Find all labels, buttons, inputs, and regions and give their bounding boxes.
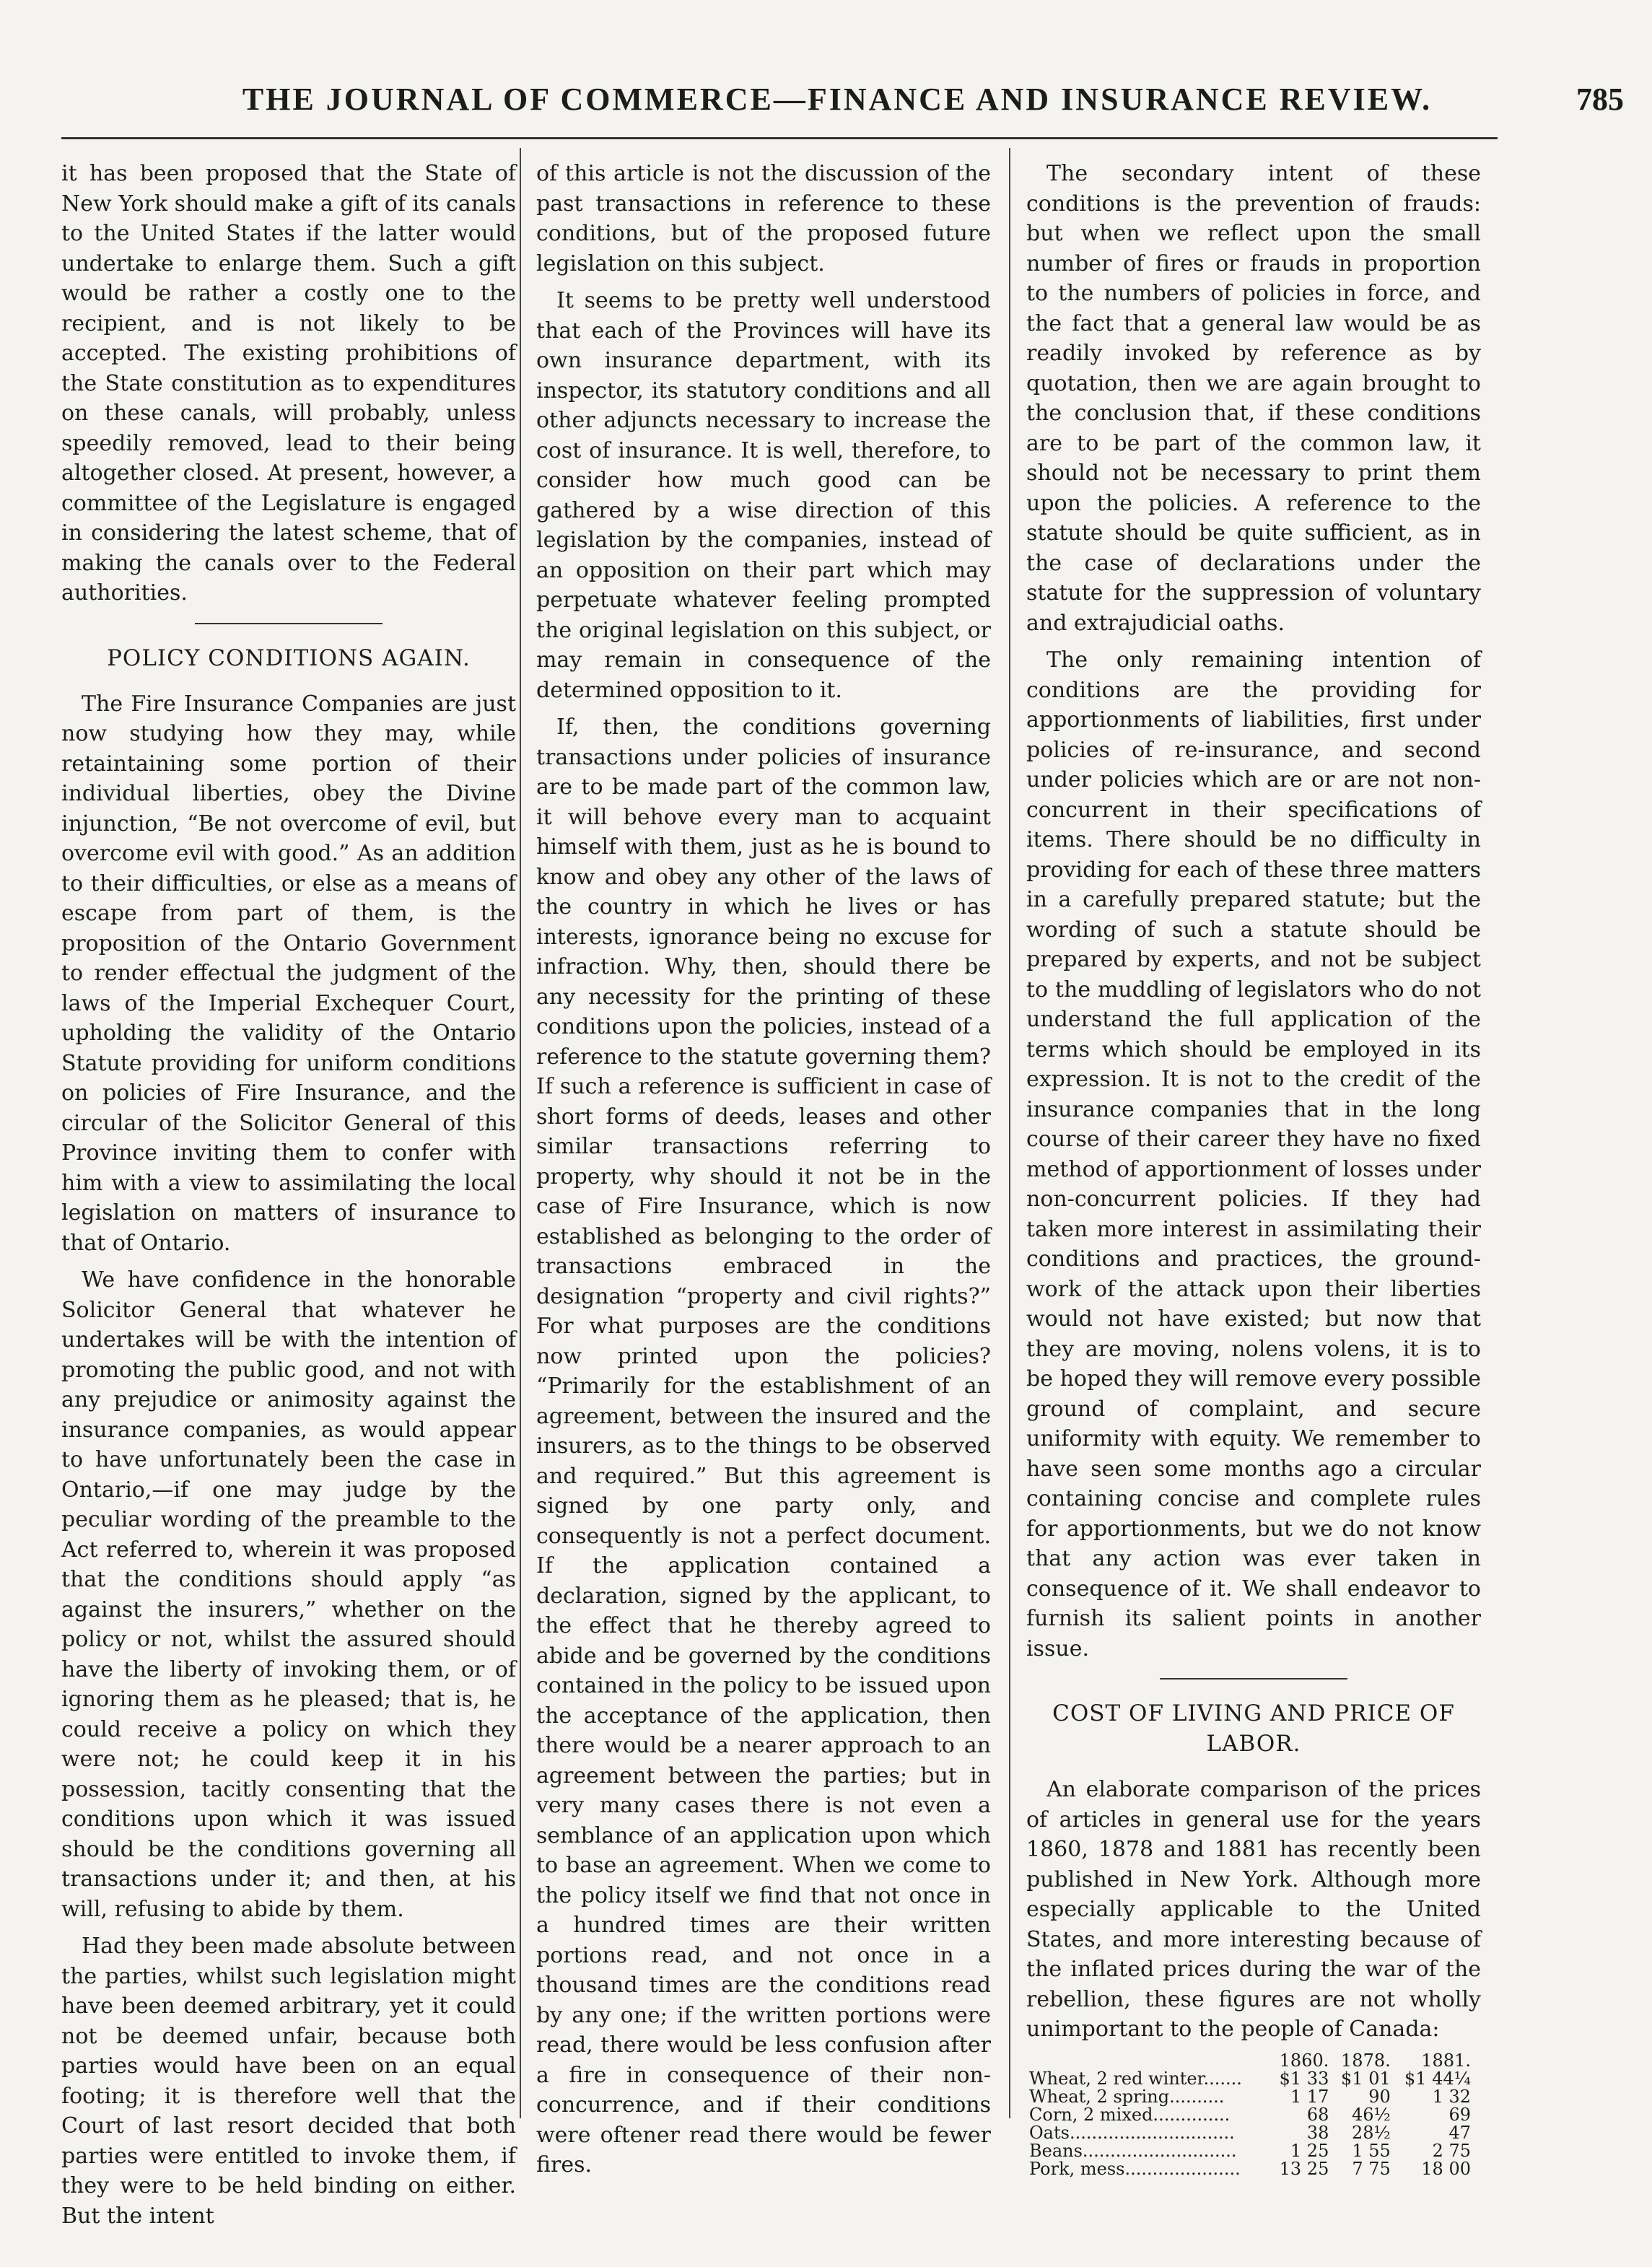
- column-3: [1026, 159, 1481, 2178]
- paragraph: The Fire Insurance Companies are just now studying how they may, while retaintaining some portion of their individual liberties, obey the Divine injunction, “Be not overcome of evil, but overcome evil with good.” As an addition to their difficulties, or else as a means of escape from part of them, is the proposition of the Ontario Government to render effectual the judgment of the laws of the Imperial Exchequer Court, upholding the validity of the Ontario Statute providing for uniform conditions on policies of Fire Insurance, and the circular of the Solicitor General of this Province inviting them to confer with him with a view to assimilating the local legislation on matters of insurance to that of Ontario.: [61, 691, 516, 1256]
- price-1881: 47: [1448, 2122, 1471, 2143]
- price-1878: $1 01: [1341, 2068, 1391, 2089]
- paragraph: The secondary intent of these conditions is the prevention of frauds: but when we reflect upon the small number of fires or frauds in proportion to the numbers of policies in force, and the fact that a general law would be as readily invoked by reference as by quotation, then we are again brought to the conclusion that, if these conditions are to be part of the common law, it should not be necessary to print them upon the policies. A reference to the statute should be quite sufficient, as in the case of declarations under the statute for the suppression of voluntary and extrajudicial oaths.: [1026, 161, 1481, 636]
- price-1860: 1 17: [1290, 2086, 1329, 2107]
- section-divider: [1160, 1678, 1347, 1679]
- price-1860: 68: [1306, 2104, 1329, 2125]
- price-1878: 1 55: [1352, 2140, 1391, 2161]
- item-name: Wheat, 2 spring..........: [1029, 2086, 1225, 2107]
- item-name: Corn, 2 mixed..............: [1029, 2104, 1231, 2125]
- column-2: [536, 159, 991, 2188]
- column-divider: [1009, 148, 1010, 2118]
- section-divider: [195, 623, 383, 624]
- price-1878: 46½: [1351, 2104, 1391, 2125]
- table-header: 1860.: [1279, 2050, 1329, 2071]
- price-table: [1026, 2052, 1474, 2178]
- column-divider: [520, 148, 521, 2118]
- article-heading: POLICY CONDITIONS AGAIN.: [107, 645, 471, 671]
- paragraph: It seems to be pretty well understood that each of the Provinces will have its own insurance department, with its inspector, its statutory conditions and all other adjuncts necessary to increase the cost of insurance. It is well, therefore, to consider how much good can be gathered by a wise direction of this legislation by the companies, instead of an opposition on their part which may perpetuate whatever feeling prompted the original legislation on this subject, or may remain in consequence of the determined opposition to it.: [536, 288, 991, 703]
- item-name: Oats..............................: [1029, 2122, 1235, 2143]
- price-1860: $1 33: [1279, 2068, 1329, 2089]
- item-name: Beans............................: [1029, 2140, 1237, 2161]
- article-heading: COST OF LIVING AND PRICE OF LABOR.: [1052, 1700, 1455, 1757]
- paragraph: If, then, the conditions governing transactions under policies of insurance are to be made part of the common law, it will behove every man to acquaint himself with them, just as he is bound to know and obey any other of the laws of the country in which he lives or has interests, ignorance being no excuse for infraction. Why, then, should there be any necessity for the printing of these conditions upon the policies, instead of a reference to the statute governing them? If such a reference is sufficient in case of short forms of deeds, leases and other similar transactions referring to property, why should it not be in the case of Fire Insurance, which is now established as belonging to the order of transactions embraced in the designation “property and civil rights?” For what purposes are the conditions now printed upon the policies? “Primarily for the establishment of an agreement, between the insured and the insurers, as to the things to be observed and required.” But this agreement is signed by one party only, and consequently is not a perfect document. If the application contained a declaration, signed by the applicant, to the effect that he thereby agreed to abide and be governed by the conditions contained in the policy to be issued upon the acceptance of the application, then there would be a nearer approach to an agreement between the parties; but in very many cases there is not even a semblance of an application upon which to base an agreement. When we come to the policy itself we find that not once in a hundred times are their written portions read, and not once in a thousand times are the conditions read by any one; if the written portions were read, there would be less confusion after a fire in consequence of their non-concurrence, and if their conditions were oftener read there would be fewer fires.: [536, 715, 991, 2178]
- table-header-row: [1026, 2052, 1474, 2070]
- paragraph: An elaborate comparison of the prices of articles in general use for the years 1860, 1878 and 1881 has recently been published in New York. Although more especially applicable to the United States, and more interesting because of the inflated prices during the war of the rebellion, these figures are not wholly unimportant to the people of Canada:: [1026, 1777, 1481, 2042]
- page-number: 785: [1576, 82, 1624, 117]
- price-1878: 7 75: [1352, 2158, 1391, 2179]
- paragraph: it has been proposed that the State of New York should make a gift of its canals to the United States if the latter would undertake to enlarge them. Such a gift would be rather a costly one to the recipient, and is not likely to be accepted. The existing prohibitions of the State constitution as to expenditures on these canals, will probably, unless speedily removed, lead to their being altogether closed. At present, however, a committee of the Legislature is engaged in considering the latest scheme, that of making the canals over to the Federal authorities.: [61, 161, 516, 606]
- paragraph: of this article is not the discussion of the past transactions in reference to these conditions, but of the proposed future legislation on this subject.: [536, 161, 991, 276]
- price-1860: 1 25: [1290, 2140, 1329, 2161]
- table-row: [1026, 2106, 1474, 2124]
- price-1881: $1 44¼: [1404, 2068, 1471, 2089]
- column-1: [61, 159, 516, 2238]
- table-row: [1026, 2088, 1474, 2106]
- price-1881: 2 75: [1432, 2140, 1471, 2161]
- table-header: 1881.: [1421, 2050, 1471, 2071]
- page-header: [58, 81, 1638, 124]
- journal-title: THE JOURNAL OF COMMERCE—FINANCE AND INSURANCE REVIEW.: [242, 82, 1433, 117]
- item-name: Pork, mess.....................: [1029, 2158, 1241, 2179]
- price-1881: 1 32: [1432, 2086, 1471, 2107]
- paragraph: The only remaining intention of conditions are the providing for apportionments of liabilities, first under policies of re-insurance, and second under policies which are or are not non-concurrent in their specifications of items. There should be no difficulty in providing for each of these three matters in a carefully prepared statute; but the wording of such a statute should be prepared by experts, and not be subject to the muddling of legislators who do not understand the full application of the terms which should be employed in its expression. It is not to the credit of the insurance companies that in the long course of their career they have no fixed method of apportionment of losses under non-concurrent policies. If they had taken more interest in assimilating their conditions and practices, the ground-work of the attack upon their liberties would not have existed; but now that they are moving, nolens volens, it is to be hoped they will remove every possible ground of complaint, and secure uniformity with equity. We remember to have seen some months ago a circular containing concise and complete rules for apportionments, but we do not know that any action was ever taken in consequence of it. We shall endeavor to furnish its salient points in another issue.: [1026, 647, 1481, 1661]
- header-rule: [61, 137, 1498, 139]
- price-1878: 90: [1368, 2086, 1391, 2107]
- item-name: Wheat, 2 red winter.......: [1029, 2068, 1242, 2089]
- price-1878: 28½: [1351, 2122, 1391, 2143]
- table-header: 1878.: [1341, 2050, 1391, 2071]
- paragraph: We have confidence in the honorable Solicitor General that whatever he undertakes will be with the intention of promoting the public good, and not with any prejudice or animosity against the insurance companies, as would appear to have unfortunately been the case in Ontario,—if one may judge by the peculiar wording of the preamble to the Act referred to, wherein it was proposed that the conditions should apply “as against the insurers,” whether on the policy or not, whilst the assured should have the liberty of invoking them, or of ignoring them as he pleased; that is, he could receive a policy on which they were not; he could keep it in his possession, tacitly consenting that the conditions upon which it was issued should be the conditions governing all transactions under it; and then, at his will, refusing to abide by them.: [61, 1267, 516, 1922]
- table-row: [1026, 2142, 1474, 2160]
- table-row: [1026, 2070, 1474, 2088]
- price-1860: 13 25: [1279, 2158, 1329, 2179]
- price-1881: 18 00: [1421, 2158, 1471, 2179]
- table-row: [1026, 2160, 1474, 2178]
- paragraph: Had they been made absolute between the parties, whilst such legislation might have been deemed arbitrary, yet it could not be deemed unfair, because both parties would have been on an equal footing; it is therefore well that the Court of last resort decided that both parties were entitled to invoke them, if they were to be held binding on either. But the intent: [61, 1934, 516, 2229]
- table-header: [1026, 2052, 1270, 2070]
- table-row: [1026, 2124, 1474, 2142]
- price-1881: 69: [1448, 2104, 1471, 2125]
- price-1860: 38: [1306, 2122, 1329, 2143]
